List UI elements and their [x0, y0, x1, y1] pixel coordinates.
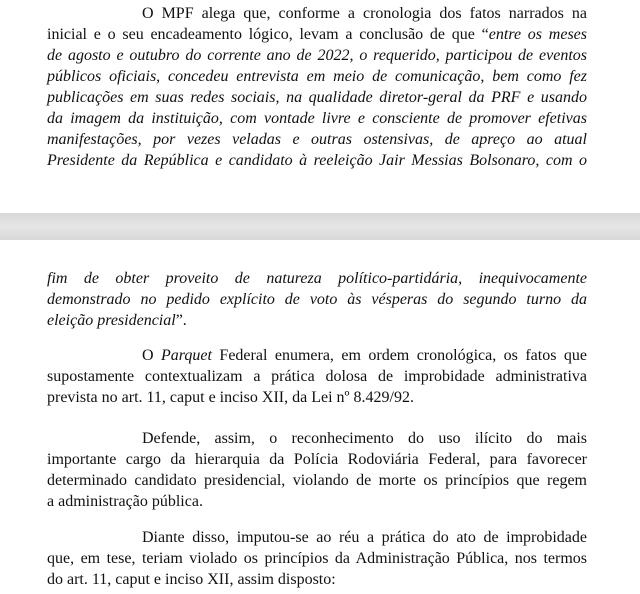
- text-line: públicos oficiais, concedeu entrevista em meio de comunicação, bem como fez: [47, 68, 587, 85]
- text-line: O Parquet Federal enumera, em ordem cronológica, os fatos que: [142, 347, 587, 364]
- text-line: Defende, assim, o reconhecimento do uso ilícito do mais: [142, 430, 587, 447]
- text-line: prevista no art. 11, caput e inciso XII, da Lei nº 8.429/92.: [47, 389, 414, 406]
- paragraph-defends: [47, 428, 587, 512]
- text-line: eleição presidencial”.: [47, 312, 187, 329]
- paragraph-mpf-allegation-continued: [47, 268, 587, 331]
- document-page-1: [0, 0, 640, 213]
- text-line: determinado candidato presidencial, violando de morte os princípios que regem: [47, 472, 587, 489]
- paragraph-parquet-enumerates: [47, 345, 587, 408]
- text-line: importante cargo da hierarquia da Polícia Rodoviária Federal, para favorecer: [47, 451, 587, 468]
- page-separator: [0, 213, 640, 240]
- text-line: do art. 11, caput e inciso XII, assim disposto:: [47, 571, 336, 588]
- text-line: da imagem da instituição, com vontade livre e consciente de promover efetivas: [47, 110, 587, 127]
- text-line: inicial e o seu encadeamento lógico, levam a conclusão de que “entre os meses: [47, 26, 588, 43]
- text-line: a administração pública.: [47, 493, 203, 510]
- paragraph-imputed: [47, 527, 587, 590]
- text-line: O MPF alega que, conforme a cronologia dos fatos narrados na: [142, 5, 587, 22]
- text-line: publicações em suas redes sociais, na qualidade diretor-geral da PRF e usando: [47, 89, 587, 106]
- text-line: supostamente contextualizam a prática dolosa de improbidade administrativa: [47, 368, 587, 385]
- text-line: manifestações, por vezes veladas e outras ostensivas, de apreço ao atual: [47, 131, 587, 148]
- paragraph-mpf-allegation: [47, 3, 587, 171]
- text-line: Diante disso, imputou-se ao réu a prática do ato de improbidade: [142, 529, 587, 546]
- text-line: Presidente da República e candidato à reeleição Jair Messias Bolsonaro, com o: [47, 152, 587, 169]
- text-line: fim de obter proveito de natureza político-partidária, inequivocamente: [47, 270, 587, 287]
- text-line: demonstrado no pedido explícito de voto às vésperas do segundo turno da: [47, 291, 587, 308]
- text-line: que, em tese, teriam violado os princípios da Administração Pública, nos termos: [47, 550, 587, 567]
- text-line: de agosto e outubro do corrente ano de 2022, o requerido, participou de eventos: [47, 47, 587, 64]
